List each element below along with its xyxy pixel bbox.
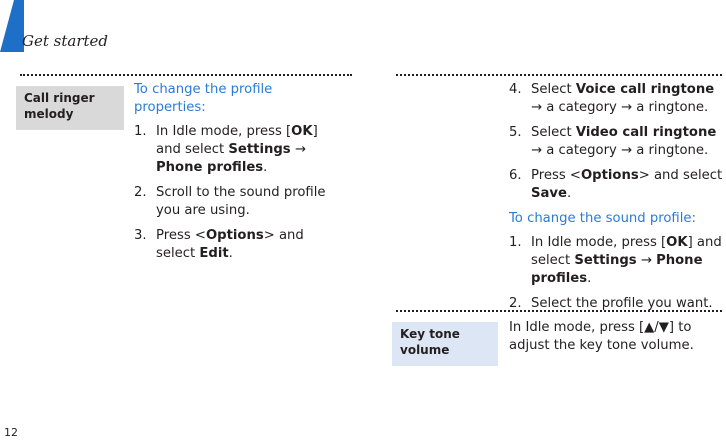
step-item [509,124,725,160]
step-text-part: Press < [531,168,581,183]
step-text [531,125,716,158]
step-number: 2. [509,296,522,311]
right-step-list-bottom [509,234,725,313]
section-divider-right-bottom [396,310,722,312]
page-number: 12 [4,426,18,439]
step-number: 6. [509,168,522,183]
step-text [531,82,714,115]
right-section-content [509,81,725,320]
step-text-part: In Idle mode, press [ [531,235,667,250]
left-step-list [134,123,346,263]
step-text [531,296,713,311]
step-text-part: Press < [156,228,206,243]
step-item [509,234,725,288]
section-divider-left [20,74,352,76]
step-text-part: . [263,160,268,175]
step-text-part: > and select [638,168,723,183]
step-text-part: → [290,142,306,157]
step-text [156,228,304,261]
step-item [509,167,725,203]
step-item [134,123,346,177]
step-text-part: Select [531,125,576,140]
sound-profile-heading: To change the sound profile: [509,211,696,226]
step-text-part: . [566,186,572,201]
step-text-part: ] and select [531,235,722,268]
step-text-part: . [228,246,233,261]
step-keyword: Save [531,186,567,201]
step-text-part: Select the profile you want. [531,296,713,311]
step-text [156,124,318,175]
page-header-title: Get started [22,32,109,50]
step-number: 4. [509,82,522,97]
step-keyword: OK [666,235,688,250]
step-keyword: Phone profiles [156,160,264,175]
profile-properties-heading: To change the profile properties: [134,82,273,115]
step-text-part: ] and select [156,124,318,157]
step-item [134,227,346,263]
step-text-part: Select [531,82,576,97]
step-number: 2. [134,185,147,200]
step-keyword: Phone profiles [531,253,703,286]
call-ringer-melody-label: Call ringer melody [16,86,124,130]
step-keyword: Options [580,168,639,183]
step-number: 1. [509,235,522,250]
step-text-part: → [636,253,657,268]
step-number: 5. [509,125,522,140]
section-divider-right-top [396,74,722,76]
step-text [156,185,325,218]
step-keyword: Edit [199,246,229,261]
step-keyword: Settings [574,253,637,268]
step-text-part: → a category → a ringtone. [531,143,709,158]
step-text-part: > and select [156,228,304,261]
step-item [509,81,725,117]
step-keyword: Options [205,228,264,243]
step-keyword: Video call ringtone [575,125,717,140]
step-text-part: → a category → a ringtone. [531,100,709,115]
step-keyword: Voice call ringtone [575,82,715,97]
step-number: 1. [134,124,147,139]
step-keyword: OK [291,124,313,139]
step-item [134,184,346,220]
step-text-part: Scroll to the sound profile you are using. [156,185,326,218]
step-keyword: Settings [228,142,291,157]
right-step-list-top [509,81,725,203]
header-accent-bar [0,0,24,52]
left-section-content [134,81,346,270]
step-text [531,168,722,201]
key-tone-volume-text: In Idle mode, press [▲/▼] to adjust the key tone volume. [509,320,694,353]
step-number: 3. [134,228,147,243]
step-text [531,235,722,286]
step-text-part: . [587,271,592,286]
key-tone-volume-label: Key tone volume [392,322,498,366]
step-text-part: In Idle mode, press [ [156,124,292,139]
